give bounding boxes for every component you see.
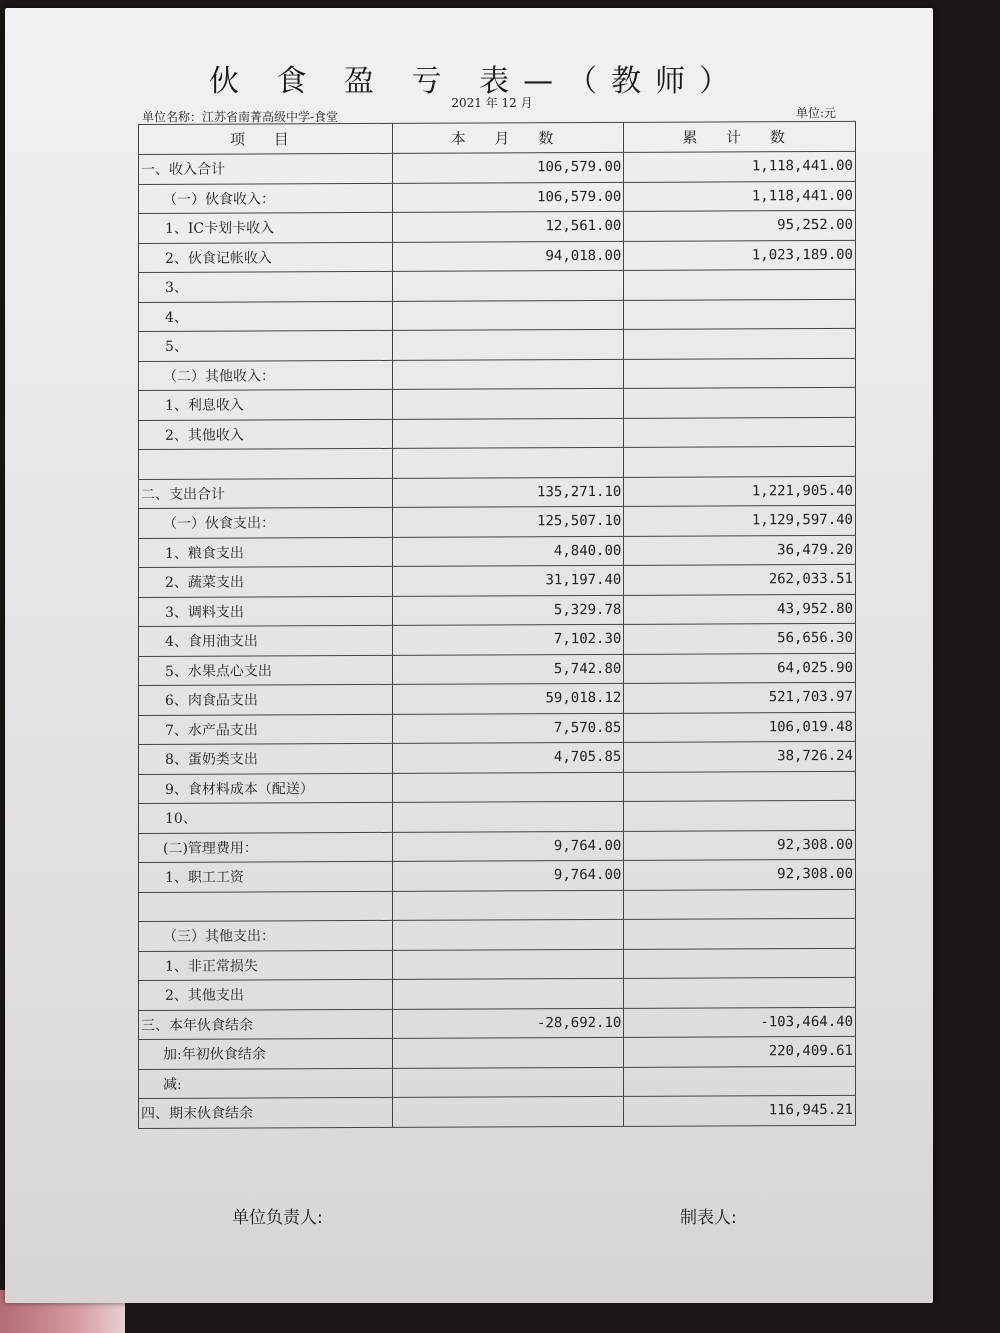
row-label: 5、 bbox=[139, 330, 393, 361]
table-row bbox=[139, 889, 856, 922]
row-cumulative-value bbox=[624, 387, 856, 418]
row-label: 2、其他收入 bbox=[139, 419, 393, 450]
row-cumulative-value: 521,703.97 bbox=[624, 682, 856, 713]
unit-name: 单位名称：江苏省南菁高级中学-食堂 bbox=[142, 110, 339, 124]
table-row bbox=[139, 712, 856, 745]
currency-unit: 单位:元 bbox=[796, 106, 837, 120]
row-cumulative-value: 220,409.61 bbox=[624, 1036, 856, 1067]
row-cumulative-value: 92,308.00 bbox=[624, 859, 856, 890]
column-header-cumulative: 累 计 数 bbox=[624, 121, 856, 152]
table-row bbox=[139, 1036, 856, 1069]
table-body bbox=[139, 151, 856, 1128]
row-label bbox=[139, 448, 393, 479]
row-month-value: 106,579.00 bbox=[392, 182, 624, 213]
row-cumulative-value: 1,221,905.40 bbox=[624, 476, 856, 507]
table-row bbox=[139, 1007, 856, 1040]
table-row bbox=[139, 476, 856, 509]
table-row bbox=[139, 948, 856, 981]
column-header-month: 本 月 数 bbox=[392, 122, 624, 153]
row-cumulative-value bbox=[624, 358, 856, 389]
row-month-value: -28,692.10 bbox=[392, 1008, 624, 1039]
row-label: 1、利息收入 bbox=[139, 389, 393, 420]
row-label: 二、支出合计 bbox=[139, 478, 393, 509]
table-row bbox=[139, 505, 856, 538]
table-row bbox=[139, 1066, 856, 1099]
table-row bbox=[139, 800, 856, 833]
row-label: 8、蛋奶类支出 bbox=[139, 743, 393, 774]
row-label: 7、水产品支出 bbox=[139, 714, 393, 745]
row-label: 加:年初伙食结余 bbox=[139, 1038, 393, 1069]
row-month-value bbox=[392, 1096, 624, 1127]
row-cumulative-value bbox=[624, 977, 856, 1008]
row-month-value: 125,507.10 bbox=[392, 506, 624, 537]
row-cumulative-value: 64,025.90 bbox=[624, 653, 856, 684]
table-row bbox=[139, 269, 856, 302]
table-row bbox=[139, 918, 856, 951]
row-label: 1、粮食支出 bbox=[139, 537, 393, 568]
row-label: 一、收入合计 bbox=[139, 153, 393, 184]
row-label: 6、肉食品支出 bbox=[139, 684, 393, 715]
row-month-value bbox=[392, 919, 624, 950]
table-row bbox=[139, 623, 856, 656]
row-label: （二）其他收入： bbox=[139, 360, 393, 391]
report-title: 伙 食 盈 亏 表—（教师） bbox=[208, 64, 744, 99]
row-label: 1、非正常损失 bbox=[139, 950, 393, 981]
row-cumulative-value: 1,118,441.00 bbox=[624, 181, 856, 212]
row-cumulative-value: 43,952.80 bbox=[624, 594, 856, 625]
row-cumulative-value bbox=[624, 800, 856, 831]
table-row bbox=[139, 181, 856, 214]
table-header-row bbox=[139, 121, 856, 154]
table-row bbox=[139, 564, 856, 597]
table-row bbox=[139, 741, 856, 774]
row-cumulative-value bbox=[624, 948, 856, 979]
table-row bbox=[139, 328, 856, 361]
row-label: 4、 bbox=[139, 301, 393, 332]
row-month-value bbox=[392, 772, 624, 803]
report-period: 2021 年 12 月 bbox=[451, 96, 533, 110]
row-month-value bbox=[392, 949, 624, 980]
row-month-value bbox=[392, 447, 624, 478]
table-row bbox=[139, 1095, 856, 1128]
table-row bbox=[139, 653, 856, 686]
row-label: 三、本年伙食结余 bbox=[139, 1009, 393, 1040]
row-month-value: 31,197.40 bbox=[392, 565, 624, 596]
row-cumulative-value: 36,479.20 bbox=[624, 535, 856, 566]
table-row bbox=[139, 594, 856, 627]
row-label: （三）其他支出： bbox=[139, 920, 393, 951]
row-label: （一）伙食收入： bbox=[139, 183, 393, 214]
row-month-value bbox=[392, 418, 624, 449]
table-row bbox=[139, 535, 856, 568]
table-row bbox=[139, 417, 856, 450]
row-cumulative-value: -103,464.40 bbox=[624, 1007, 856, 1038]
row-month-value: 5,329.78 bbox=[392, 595, 624, 626]
column-header-item: 项 目 bbox=[139, 123, 393, 154]
row-label: 3、 bbox=[139, 271, 393, 302]
row-cumulative-value bbox=[624, 299, 856, 330]
row-label: 4、食用油支出 bbox=[139, 625, 393, 656]
row-label: 2、伙食记帐收入 bbox=[139, 242, 393, 273]
row-label: 减: bbox=[139, 1068, 393, 1099]
row-cumulative-value bbox=[624, 446, 856, 477]
row-month-value: 135,271.10 bbox=[392, 477, 624, 508]
row-cumulative-value: 56,656.30 bbox=[624, 623, 856, 654]
row-month-value: 59,018.12 bbox=[392, 683, 624, 714]
table-row bbox=[139, 151, 856, 184]
row-month-value bbox=[392, 270, 624, 301]
row-cumulative-value bbox=[624, 269, 856, 300]
row-cumulative-value bbox=[624, 417, 856, 448]
table-row bbox=[139, 682, 856, 715]
table-row bbox=[139, 859, 856, 892]
row-label: 四、期末伙食结余 bbox=[139, 1097, 393, 1128]
row-label: 9、食材料成本（配送） bbox=[139, 773, 393, 804]
row-month-value: 7,570.85 bbox=[392, 713, 624, 744]
row-month-value bbox=[392, 978, 624, 1009]
row-cumulative-value: 1,023,189.00 bbox=[624, 240, 856, 271]
row-label: 10、 bbox=[139, 802, 393, 833]
preparer-signature-label: 制表人: bbox=[680, 1208, 737, 1228]
table-row bbox=[139, 830, 856, 863]
table-row bbox=[139, 771, 856, 804]
row-month-value bbox=[392, 801, 624, 832]
row-label: 3、调料支出 bbox=[139, 596, 393, 627]
row-cumulative-value: 1,129,597.40 bbox=[624, 505, 856, 536]
row-month-value: 106,579.00 bbox=[392, 152, 624, 183]
row-cumulative-value: 38,726.24 bbox=[624, 741, 856, 772]
row-month-value: 4,840.00 bbox=[392, 536, 624, 567]
row-month-value: 9,764.00 bbox=[392, 831, 624, 862]
table-row bbox=[139, 358, 856, 391]
row-cumulative-value bbox=[624, 918, 856, 949]
row-month-value: 7,102.30 bbox=[392, 624, 624, 655]
profit-loss-table bbox=[138, 121, 856, 1129]
row-label: 5、水果点心支出 bbox=[139, 655, 393, 686]
row-cumulative-value bbox=[624, 328, 856, 359]
row-month-value: 12,561.00 bbox=[392, 211, 624, 242]
row-cumulative-value bbox=[624, 889, 856, 920]
row-cumulative-value bbox=[624, 1066, 856, 1097]
row-cumulative-value: 92,308.00 bbox=[624, 830, 856, 861]
row-label: 1、职工工资 bbox=[139, 861, 393, 892]
row-cumulative-value: 106,019.48 bbox=[624, 712, 856, 743]
row-cumulative-value: 262,033.51 bbox=[624, 564, 856, 595]
table-row bbox=[139, 977, 856, 1010]
row-cumulative-value bbox=[624, 771, 856, 802]
row-label: （一）伙食支出： bbox=[139, 507, 393, 538]
row-label: 1、IC卡划卡收入 bbox=[139, 212, 393, 243]
unit-head-signature-label: 单位负责人: bbox=[232, 1208, 323, 1228]
row-month-value bbox=[392, 1067, 624, 1098]
row-month-value: 4,705.85 bbox=[392, 742, 624, 773]
row-cumulative-value: 95,252.00 bbox=[624, 210, 856, 241]
row-month-value bbox=[392, 388, 624, 419]
row-month-value: 94,018.00 bbox=[392, 241, 624, 272]
table-row bbox=[139, 299, 856, 332]
row-month-value bbox=[392, 359, 624, 390]
table-row bbox=[139, 210, 856, 243]
row-month-value bbox=[392, 300, 624, 331]
row-month-value bbox=[392, 1037, 624, 1068]
table-row bbox=[139, 446, 856, 479]
table-row bbox=[139, 387, 856, 420]
row-label: 2、蔬菜支出 bbox=[139, 566, 393, 597]
row-label: (二)管理费用： bbox=[139, 832, 393, 863]
row-cumulative-value: 1,118,441.00 bbox=[624, 151, 856, 182]
row-label bbox=[139, 891, 393, 922]
row-month-value bbox=[392, 890, 624, 921]
row-month-value bbox=[392, 329, 624, 360]
table-row bbox=[139, 240, 856, 273]
row-cumulative-value: 116,945.21 bbox=[624, 1095, 856, 1126]
row-label: 2、其他支出 bbox=[139, 979, 393, 1010]
row-month-value: 5,742.80 bbox=[392, 654, 624, 685]
row-month-value: 9,764.00 bbox=[392, 860, 624, 891]
